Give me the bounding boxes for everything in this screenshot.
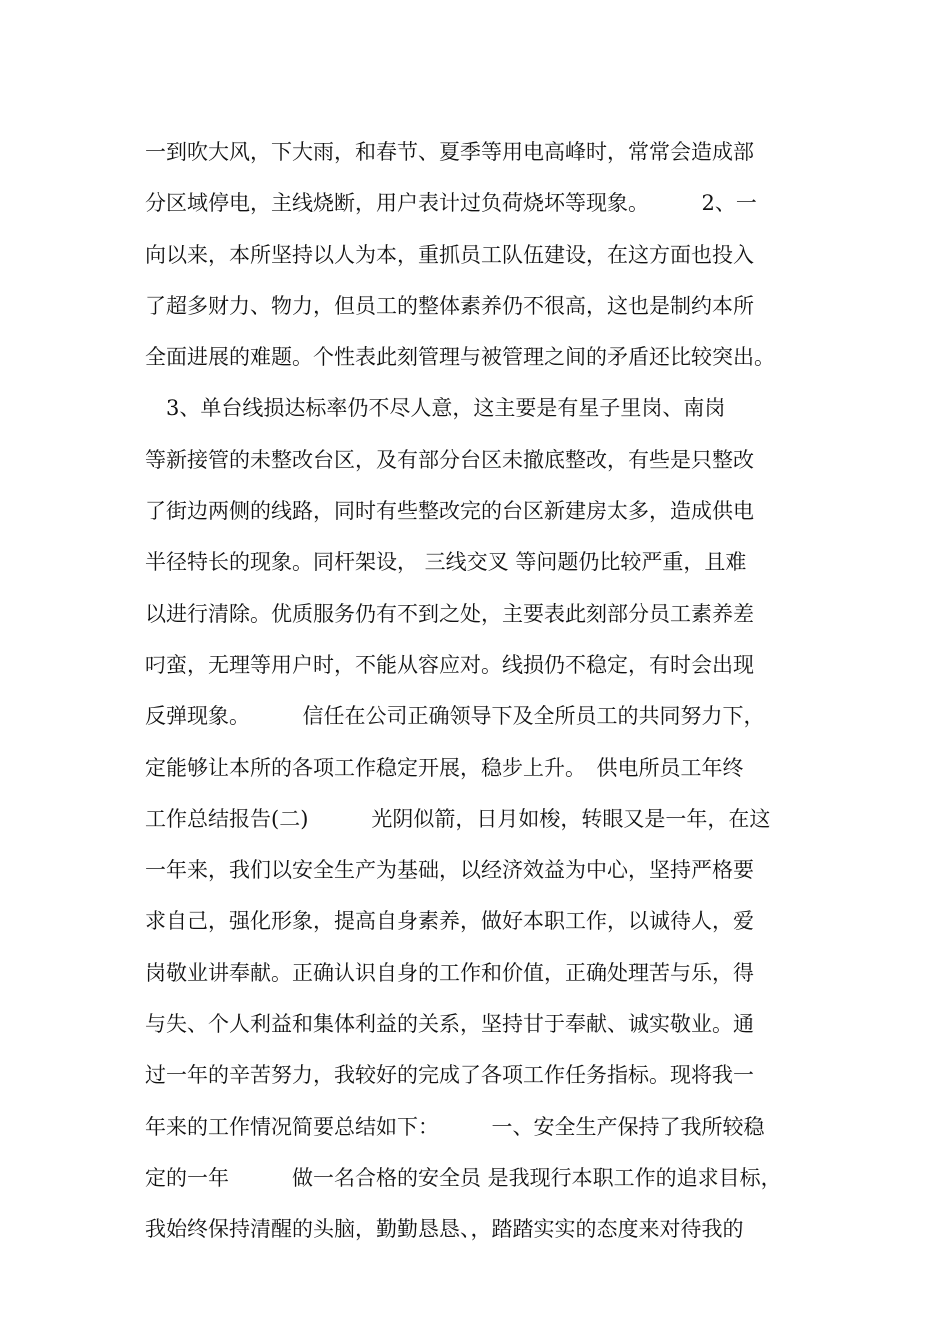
text-line: 求自己，强化形象，提高自身素养，做好本职工作，以诚待人，爱 [145,909,754,934]
text-line: 一年来，我们以安全生产为基础，以经济效益为中心，坚持严格要 [145,858,754,883]
text-line: 定能够让本所的各项工作稳定开展，稳步上升。 供电所员工年终 [145,755,744,780]
text-line: 定的一年 做一名合格的安全员 是我现行本职工作的追求目标， [145,1165,782,1190]
body-text [145,127,825,1256]
text-line: 与失、个人利益和集体利益的关系，坚持甘于奉献、诚实敬业。通 [145,1012,754,1037]
text-line: 了超多财力、物力，但员工的整体素养仍不很高，这也是制约本所 [145,293,754,318]
text-line: 叼蛮，无理等用户时，不能从容应对。线损仍不稳定，有时会出现 [145,652,754,677]
text-line: 等新接管的未整改台区，及有部分台区未撤底整改，有些是只整改 [145,447,754,472]
text-line: 全面进展的难题。个性表此刻管理与被管理之间的矛盾还比较突出。 [145,345,775,370]
text-line: 年来的工作情况简要总结如下： 一、安全生产保持了我所较稳 [145,1114,765,1139]
text-line: 分区域停电，主线烧断，用户表计过负荷烧坏等现象。 2、一 [145,191,757,216]
text-line: 半径特长的现象。同杆架设， 三线交叉 等问题仍比较严重，且难 [145,550,747,575]
text-line: 工作总结报告(二) 光阴似箭，日月如梭，转眼又是一年，在这 [145,806,771,831]
text-line: 向以来，本所坚持以人为本，重抓员工队伍建设，在这方面也投入 [145,242,754,267]
text-line: 以进行清除。优质服务仍有不到之处，主要表此刻部分员工素养差 [145,601,754,626]
text-line: 3、单台线损达标率仍不尽人意，这主要是有星子里岗、南岗 [145,396,726,421]
text-line: 岗敬业讲奉献。正确认识自身的工作和价值，正确处理苦与乐，得 [145,960,754,985]
text-line: 过一年的辛苦努力，我较好的完成了各项工作任务指标。现将我一 [145,1063,754,1088]
text-line: 我始终保持清醒的头脑，勤勤恳恳、，踏踏实实的态度来对待我的 [145,1217,744,1242]
text-line: 了街边两侧的线路，同时有些整改完的台区新建房太多，造成供电 [145,499,754,524]
text-line: 一到吹大风，下大雨，和春节、夏季等用电高峰时，常常会造成部 [145,140,754,164]
text-line: 反弹现象。 信任在公司正确领导下及全所员工的共同努力下， [145,704,765,729]
